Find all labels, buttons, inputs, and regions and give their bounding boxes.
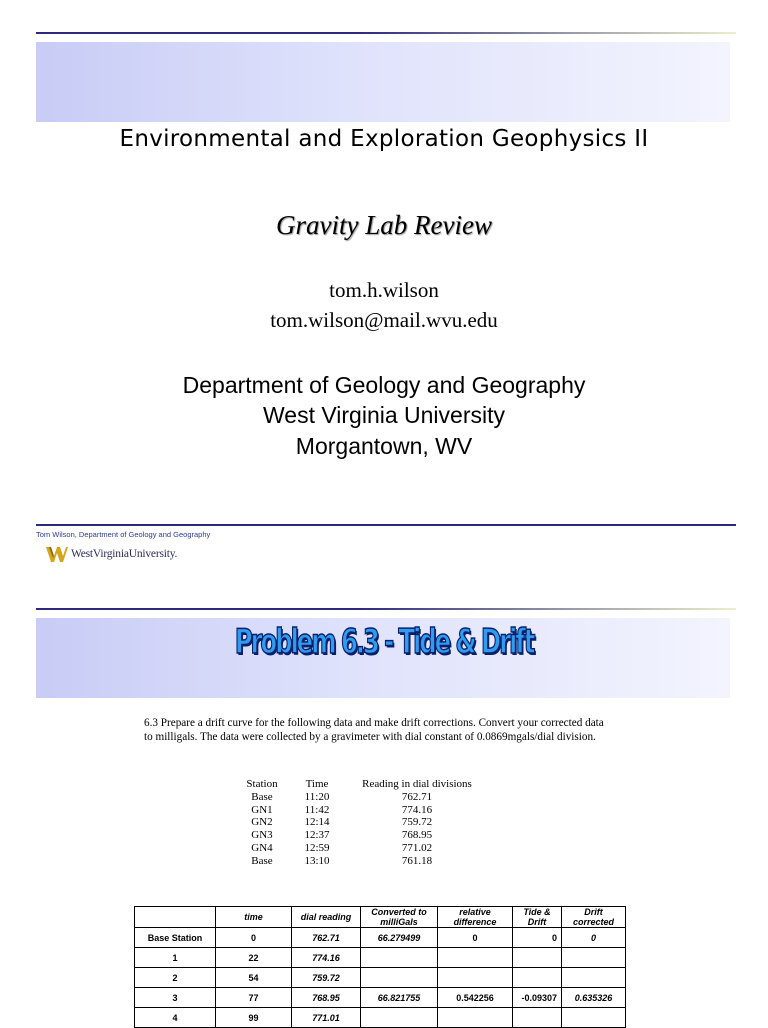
time-cell: 13:10 <box>304 854 330 867</box>
reading-cell: 771.02 <box>401 841 433 854</box>
row-label: 4 <box>135 1008 216 1028</box>
row-label: 1 <box>135 948 216 968</box>
header-station: Station <box>246 778 278 790</box>
dept-line3: Morgantown, WV <box>295 433 473 459</box>
station-row <box>232 842 492 855</box>
course-title: Environmental and Exploration Geophysics II <box>119 126 649 152</box>
tide-cell <box>513 948 562 968</box>
header-dial-reading: dial reading <box>292 907 361 928</box>
footer-text: Tom Wilson, Department of Geology and Geography <box>36 530 211 539</box>
problem-statement: 6.3 Prepare a drift curve for the following data and make drift corrections. Convert your corrected data to milligals. The data were collected by a gravimeter with dial constant of 0.0869mgals/dial division. <box>144 717 604 743</box>
author-name: tom.h.wilson <box>329 278 439 302</box>
station-row <box>232 791 492 804</box>
header-rule <box>36 32 736 34</box>
tide-cell: -0.09307 <box>513 988 562 1008</box>
station-row <box>232 816 492 829</box>
author-email: tom.wilson@mail.wvu.edu <box>270 308 498 332</box>
time-cell: 77 <box>216 988 292 1008</box>
header-banner <box>36 42 730 122</box>
data-table-header <box>135 907 626 928</box>
table-row <box>135 948 626 968</box>
dial-cell: 768.95 <box>292 988 361 1008</box>
dial-cell: 771.01 <box>292 1008 361 1028</box>
station-row <box>232 829 492 842</box>
tide-cell: 0 <box>513 928 562 948</box>
row-label: 2 <box>135 968 216 988</box>
dept-line1: Department of Geology and Geography <box>182 372 586 398</box>
table-row <box>135 928 626 948</box>
time-cell: 0 <box>216 928 292 948</box>
drift-correction-table <box>134 906 626 1028</box>
converted-cell <box>361 968 438 988</box>
header-relative-difference: relative difference <box>438 907 513 928</box>
drift-cell <box>562 948 626 968</box>
time-cell: 11:42 <box>304 803 330 816</box>
time-cell: 12:37 <box>304 829 330 842</box>
reading-cell: 761.18 <box>401 854 433 867</box>
header-time: time <box>216 907 292 928</box>
station-readings-table <box>232 778 492 868</box>
station-cell: Base <box>251 790 273 803</box>
slide-problem <box>0 600 768 1024</box>
header-converted: Converted to milliGals <box>361 907 438 928</box>
relative-cell <box>438 948 513 968</box>
station-cell: GN1 <box>251 803 273 816</box>
time-cell: 54 <box>216 968 292 988</box>
reading-cell: 762.71 <box>401 790 433 803</box>
relative-cell <box>438 968 513 988</box>
lab-title: Gravity Lab Review <box>276 210 492 240</box>
drift-cell <box>562 968 626 988</box>
station-cell: GN2 <box>251 816 273 829</box>
wvu-logo-text: WestVirginiaUniversity. <box>71 548 178 560</box>
station-cell: GN3 <box>251 829 273 842</box>
header-drift-corrected: Drift corrected <box>562 907 626 928</box>
wvu-flying-wv-icon <box>46 545 68 563</box>
dial-cell: 759.72 <box>292 968 361 988</box>
dial-cell: 774.16 <box>292 948 361 968</box>
station-cell: Base <box>251 854 273 867</box>
tide-cell <box>513 968 562 988</box>
reading-cell: 774.16 <box>401 803 433 816</box>
row-label: Base Station <box>135 928 216 948</box>
converted-cell: 66.279499 <box>361 928 438 948</box>
header-label <box>135 907 216 928</box>
header-rule <box>36 608 736 610</box>
time-cell: 11:20 <box>304 790 330 803</box>
time-cell: 99 <box>216 1008 292 1028</box>
table-row <box>135 988 626 1008</box>
footer-rule <box>36 524 736 526</box>
header-time: Time <box>305 778 329 790</box>
time-cell: 12:59 <box>304 841 330 854</box>
reading-cell: 768.95 <box>401 829 433 842</box>
station-row <box>232 804 492 817</box>
converted-cell <box>361 948 438 968</box>
drift-cell: 0.635326 <box>562 988 626 1008</box>
header-reading: Reading in dial divisions <box>362 778 472 790</box>
header-tide-drift: Tide & Drift <box>513 907 562 928</box>
dept-line2: West Virginia University <box>262 402 505 428</box>
station-cell: GN4 <box>251 841 273 854</box>
converted-cell <box>361 1008 438 1028</box>
station-row <box>232 855 492 868</box>
converted-cell: 66.821755 <box>361 988 438 1008</box>
relative-cell: 0.542256 <box>438 988 513 1008</box>
drift-cell: 0 <box>562 928 626 948</box>
relative-cell: 0 <box>438 928 513 948</box>
drift-cell <box>562 1008 626 1028</box>
row-label: 3 <box>135 988 216 1008</box>
reading-cell: 759.72 <box>401 816 433 829</box>
tide-cell <box>513 1008 562 1028</box>
wvu-logo <box>46 544 177 564</box>
time-cell: 22 <box>216 948 292 968</box>
station-table-header <box>232 778 492 791</box>
relative-cell <box>438 1008 513 1028</box>
time-cell: 12:14 <box>304 816 330 829</box>
problem-title: Problem 6.3 - Tide & Drift <box>234 622 534 662</box>
table-row <box>135 1008 626 1028</box>
dial-cell: 762.71 <box>292 928 361 948</box>
table-row <box>135 968 626 988</box>
